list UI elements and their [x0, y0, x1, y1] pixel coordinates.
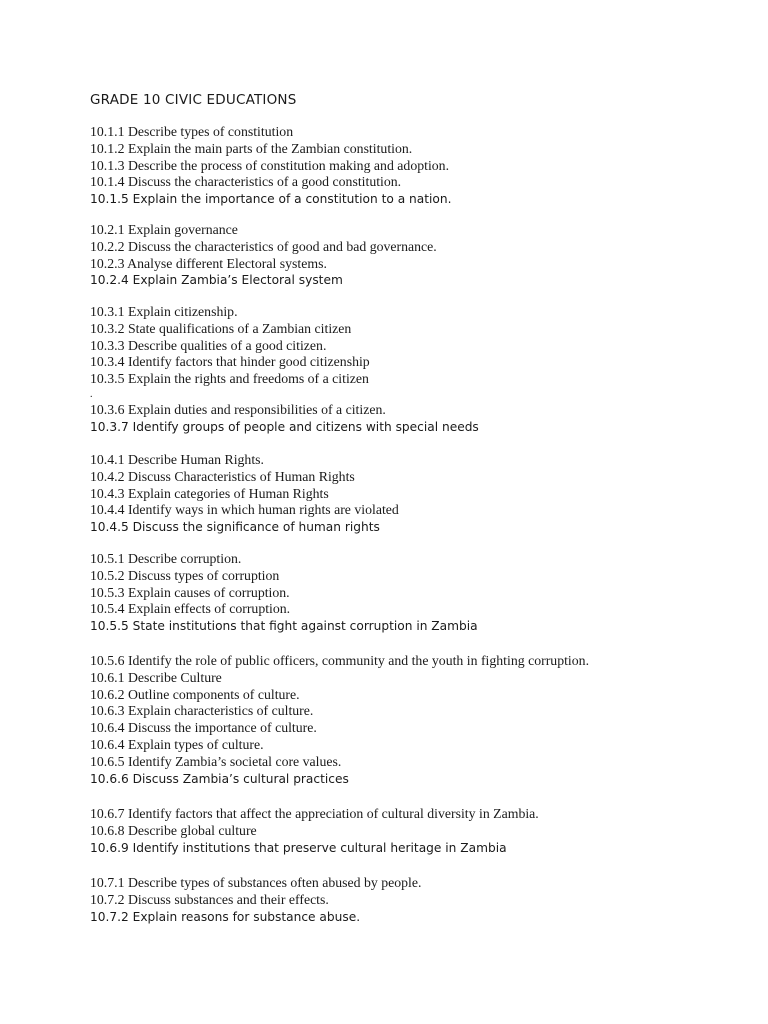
outcome-line: 10.5.5 State institutions that fight against corruption in Zambia [90, 619, 478, 634]
outcome-line: 10.2.2 Discuss the characteristics of good and bad governance. [90, 238, 437, 254]
outcome-line: 10.1.5 Explain the importance of a constitution to a nation. [90, 192, 452, 207]
outcome-line: 10.5.2 Discuss types of corruption [90, 567, 280, 583]
outcome-line: 10.7.2 Discuss substances and their effects. [90, 891, 329, 907]
outcome-line: 10.2.1 Explain governance [90, 222, 238, 237]
outcome-line: 10.7.1 Describe types of substances often abused by people. [90, 875, 422, 890]
outcome-line: 10.3.3 Describe qualities of a good citizen. [90, 337, 327, 353]
outcome-line: 10.6.1 Describe Culture [90, 669, 222, 685]
section-culture [90, 653, 589, 787]
outcome-line: 10.3.1 Explain citizenship. [90, 304, 238, 319]
outcome-line: 10.6.8 Describe global culture [90, 822, 257, 838]
outcome-line: 10.4.1 Describe Human Rights. [90, 452, 264, 467]
section-cultural-diversity [90, 806, 539, 856]
section-constitution [90, 124, 451, 208]
outcome-line: 10.1.1 Describe types of constitution [90, 124, 294, 139]
outcome-line: 10.3.7 Identify groups of people and citizens with special needs [90, 419, 479, 434]
outcome-line: 10.2.4 Explain Zambia’s Electoral system [90, 273, 343, 288]
outcome-line: 10.5.1 Describe corruption. [90, 551, 242, 566]
section-human-rights [90, 452, 399, 536]
outcome-line: 10.4.5 Discuss the significance of human rights [90, 520, 380, 535]
outcome-line: 10.6.3 Explain characteristics of culture. [90, 703, 314, 719]
outcome-line: 10.6.5 Identify Zambia’s societal core values. [90, 753, 342, 769]
outcome-line: 10.6.6 Discuss Zambia’s cultural practices [90, 771, 349, 786]
section-substance-abuse [90, 875, 421, 925]
outcome-line: 10.4.4 Identify ways in which human rights are violated [90, 502, 399, 518]
section-corruption [90, 551, 478, 635]
outcome-line: 10.7.2 Explain reasons for substance abuse. [90, 909, 361, 924]
outcome-line: 10.4.2 Discuss Characteristics of Human Rights [90, 468, 355, 484]
outcome-line: 10.6.4 Discuss the importance of culture. [90, 720, 317, 736]
section-governance [90, 222, 437, 289]
section-citizenship [90, 304, 370, 388]
section-citizen-duties [90, 402, 479, 436]
outcome-line: 10.1.4 Discuss the characteristics of a good constitution. [90, 174, 402, 190]
outcome-line: 10.1.3 Describe the process of constitution making and adoption. [90, 157, 450, 173]
outcome-line: 10.3.2 State qualifications of a Zambian citizen [90, 320, 352, 336]
outcome-line: 10.6.2 Outline components of culture. [90, 686, 300, 702]
outcome-line: 10.5.6 Identify the role of public officers, community and the youth in fighting corruption. [90, 653, 590, 668]
outcome-line: 10.3.6 Explain duties and responsibilities of a citizen. [90, 402, 386, 417]
outcome-line: 10.3.4 Identify factors that hinder good citizenship [90, 354, 370, 370]
outcome-line: 10.3.5 Explain the rights and freedoms of a citizen [90, 371, 369, 387]
outcome-line: 10.4.3 Explain categories of Human Rights [90, 485, 329, 501]
outcome-line: 10.5.3 Explain causes of corruption. [90, 584, 290, 600]
document-title: GRADE 10 CIVIC EDUCATIONS [90, 92, 297, 108]
outcome-line: 10.6.7 Identify factors that affect the appreciation of cultural diversity in Zambia. [90, 806, 539, 821]
outcome-line: 10.2.3 Analyse different Electoral systems. [90, 255, 327, 271]
outcome-line: 10.5.4 Explain effects of corruption. [90, 601, 291, 617]
stray-mark: . [90, 389, 93, 400]
outcome-line: 10.6.9 Identify institutions that preserve cultural heritage in Zambia [90, 840, 507, 855]
outcome-line: 10.1.2 Explain the main parts of the Zambian constitution. [90, 140, 413, 156]
outcome-line: 10.6.4 Explain types of culture. [90, 736, 264, 752]
